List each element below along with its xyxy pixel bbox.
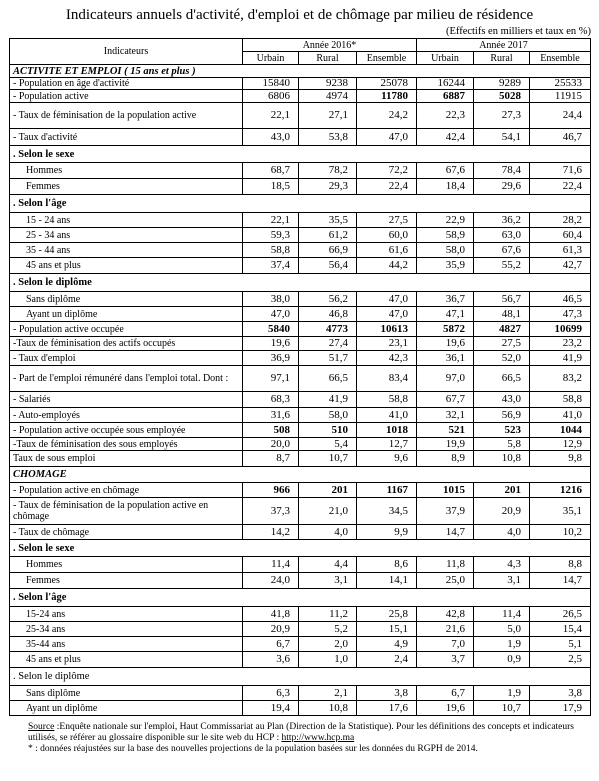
- value-cell: 29,6: [474, 179, 530, 195]
- value-cell: 10,8: [299, 701, 357, 716]
- value-cell: 10,7: [299, 451, 357, 467]
- value-cell: 12,9: [530, 438, 591, 451]
- value-cell: 35,5: [299, 213, 357, 228]
- value-cell: 3,1: [299, 573, 357, 589]
- row-label: Hommes: [10, 557, 243, 573]
- value-cell: 60,4: [530, 228, 591, 243]
- table-row: [10, 103, 591, 129]
- value-cell: 34,5: [357, 498, 417, 525]
- value-cell: 22,9: [417, 213, 474, 228]
- value-cell: 5872: [417, 322, 474, 337]
- table-body: [10, 65, 591, 716]
- value-cell: 58,0: [299, 408, 357, 423]
- group-title: . Selon le sexe: [10, 540, 591, 557]
- value-cell: 42,8: [417, 607, 474, 622]
- value-cell: 25,0: [417, 573, 474, 589]
- value-cell: 510: [299, 423, 357, 438]
- value-cell: 52,0: [474, 351, 530, 366]
- value-cell: 18,5: [243, 179, 299, 195]
- value-cell: 5840: [243, 322, 299, 337]
- year-2016-header: Année 2016*: [243, 39, 417, 52]
- value-cell: 27,5: [357, 213, 417, 228]
- value-cell: 21,6: [417, 622, 474, 637]
- value-cell: 3,8: [530, 686, 591, 701]
- value-cell: 20,9: [474, 498, 530, 525]
- value-cell: 9,6: [357, 451, 417, 467]
- value-cell: 14,7: [417, 525, 474, 540]
- group-header-row: [10, 589, 591, 607]
- value-cell: 56,4: [299, 258, 357, 274]
- value-cell: 18,4: [417, 179, 474, 195]
- value-cell: 5,1: [530, 637, 591, 652]
- value-cell: 71,6: [530, 163, 591, 179]
- value-cell: 4,0: [474, 525, 530, 540]
- group-title: . Selon l'âge: [10, 589, 591, 607]
- table-row: [10, 292, 591, 307]
- value-cell: 53,8: [299, 129, 357, 146]
- value-cell: 1216: [530, 483, 591, 498]
- value-cell: 11,2: [299, 607, 357, 622]
- value-cell: 15,1: [357, 622, 417, 637]
- value-cell: 6887: [417, 90, 474, 103]
- value-cell: 7,0: [417, 637, 474, 652]
- table-row: [10, 228, 591, 243]
- value-cell: 8,7: [243, 451, 299, 467]
- value-cell: 3,8: [357, 686, 417, 701]
- row-label: Sans diplôme: [10, 686, 243, 701]
- row-label: - Part de l'emploi rémunéré dans l'emploi total. Dont :: [10, 366, 243, 392]
- footnote: [28, 722, 588, 755]
- value-cell: 5,4: [299, 438, 357, 451]
- row-label: 35 - 44 ans: [10, 243, 243, 258]
- table-row: [10, 483, 591, 498]
- col-rural-2016: Rural: [299, 52, 357, 65]
- value-cell: 47,0: [243, 307, 299, 322]
- value-cell: 26,5: [530, 607, 591, 622]
- value-cell: 24,4: [530, 103, 591, 129]
- value-cell: 9289: [474, 78, 530, 90]
- group-title: . Selon le diplôme: [10, 274, 591, 292]
- value-cell: 47,1: [417, 307, 474, 322]
- table-row: [10, 366, 591, 392]
- value-cell: 5028: [474, 90, 530, 103]
- value-cell: 4,4: [299, 557, 357, 573]
- value-cell: 58,8: [243, 243, 299, 258]
- value-cell: 8,8: [530, 557, 591, 573]
- value-cell: 19,9: [417, 438, 474, 451]
- table-row: [10, 686, 591, 701]
- value-cell: 48,1: [474, 307, 530, 322]
- value-cell: 43,0: [243, 129, 299, 146]
- row-label: -Taux de féminisation des sous employés: [10, 438, 243, 451]
- value-cell: 508: [243, 423, 299, 438]
- value-cell: 28,2: [530, 213, 591, 228]
- value-cell: 2,1: [299, 686, 357, 701]
- value-cell: 58,8: [357, 392, 417, 408]
- value-cell: 44,2: [357, 258, 417, 274]
- value-cell: 72,2: [357, 163, 417, 179]
- value-cell: 36,9: [243, 351, 299, 366]
- row-label: - Population active en chômage: [10, 483, 243, 498]
- value-cell: 10699: [530, 322, 591, 337]
- value-cell: 5,0: [474, 622, 530, 637]
- value-cell: 10,8: [474, 451, 530, 467]
- value-cell: 56,9: [474, 408, 530, 423]
- value-cell: 66,9: [299, 243, 357, 258]
- row-label: - Population active occupée: [10, 322, 243, 337]
- value-cell: 27,5: [474, 337, 530, 351]
- value-cell: 17,6: [357, 701, 417, 716]
- table-row: [10, 163, 591, 179]
- col-ensemble-2017: Ensemble: [530, 52, 591, 65]
- value-cell: 46,5: [530, 292, 591, 307]
- value-cell: 51,7: [299, 351, 357, 366]
- table-row: [10, 525, 591, 540]
- value-cell: 201: [299, 483, 357, 498]
- value-cell: 27,4: [299, 337, 357, 351]
- group-title: . Selon l'âge: [10, 195, 591, 213]
- value-cell: 42,4: [417, 129, 474, 146]
- row-label: 45 ans et plus: [10, 652, 243, 668]
- value-cell: 6,3: [243, 686, 299, 701]
- row-label: Taux de sous emploi: [10, 451, 243, 467]
- group-header-row: [10, 668, 591, 686]
- row-label: - Taux de chômage: [10, 525, 243, 540]
- value-cell: 97,1: [243, 366, 299, 392]
- value-cell: 966: [243, 483, 299, 498]
- value-cell: 6,7: [417, 686, 474, 701]
- col-urbain-2016: Urbain: [243, 52, 299, 65]
- row-label: 45 ans et plus: [10, 258, 243, 274]
- value-cell: 3,6: [243, 652, 299, 668]
- value-cell: 27,1: [299, 103, 357, 129]
- group-header-row: [10, 195, 591, 213]
- value-cell: 4827: [474, 322, 530, 337]
- value-cell: 5,2: [299, 622, 357, 637]
- value-cell: 23,2: [530, 337, 591, 351]
- table-row: [10, 573, 591, 589]
- col-rural-2017: Rural: [474, 52, 530, 65]
- group-title: . Selon le sexe: [10, 146, 591, 163]
- value-cell: 8,9: [417, 451, 474, 467]
- value-cell: 22,4: [357, 179, 417, 195]
- value-cell: 22,1: [243, 213, 299, 228]
- row-label: - Taux de féminisation de la population active: [10, 103, 243, 129]
- value-cell: 36,1: [417, 351, 474, 366]
- value-cell: 68,3: [243, 392, 299, 408]
- value-cell: 67,6: [474, 243, 530, 258]
- value-cell: 4,0: [299, 525, 357, 540]
- row-label: - Population active occupée sous employée: [10, 423, 243, 438]
- value-cell: 37,9: [417, 498, 474, 525]
- table-row: [10, 129, 591, 146]
- table-row: [10, 322, 591, 337]
- value-cell: 35,1: [530, 498, 591, 525]
- value-cell: 1044: [530, 423, 591, 438]
- group-title: . Selon le diplôme: [10, 668, 591, 686]
- value-cell: 55,2: [474, 258, 530, 274]
- value-cell: 10613: [357, 322, 417, 337]
- group-header-row: [10, 540, 591, 557]
- value-cell: 46,7: [530, 129, 591, 146]
- col-ensemble-2016: Ensemble: [357, 52, 417, 65]
- group-header-row: [10, 146, 591, 163]
- value-cell: 17,9: [530, 701, 591, 716]
- value-cell: 6806: [243, 90, 299, 103]
- table-row: [10, 351, 591, 366]
- value-cell: 61,6: [357, 243, 417, 258]
- value-cell: 22,4: [530, 179, 591, 195]
- row-label: 15-24 ans: [10, 607, 243, 622]
- table-row: [10, 438, 591, 451]
- value-cell: 32,1: [417, 408, 474, 423]
- value-cell: 1,9: [474, 686, 530, 701]
- value-cell: 1,9: [474, 637, 530, 652]
- row-label: Femmes: [10, 179, 243, 195]
- row-label: 25-34 ans: [10, 622, 243, 637]
- value-cell: 4,9: [357, 637, 417, 652]
- table-row: [10, 408, 591, 423]
- value-cell: 25078: [357, 78, 417, 90]
- value-cell: 41,9: [530, 351, 591, 366]
- value-cell: 47,0: [357, 307, 417, 322]
- value-cell: 19,6: [243, 337, 299, 351]
- value-cell: 47,3: [530, 307, 591, 322]
- value-cell: 36,2: [474, 213, 530, 228]
- table-row: [10, 307, 591, 322]
- row-label: - Taux de féminisation de la population active en chômage: [10, 498, 243, 525]
- value-cell: 14,2: [243, 525, 299, 540]
- row-label: 15 - 24 ans: [10, 213, 243, 228]
- value-cell: 9238: [299, 78, 357, 90]
- table-row: [10, 392, 591, 408]
- table-row: [10, 701, 591, 716]
- value-cell: 11,8: [417, 557, 474, 573]
- table-row: [10, 637, 591, 652]
- value-cell: 1018: [357, 423, 417, 438]
- value-cell: 83,4: [357, 366, 417, 392]
- row-label: Ayant un diplôme: [10, 701, 243, 716]
- value-cell: 58,9: [417, 228, 474, 243]
- value-cell: 6,7: [243, 637, 299, 652]
- value-cell: 68,7: [243, 163, 299, 179]
- value-cell: 38,0: [243, 292, 299, 307]
- value-cell: 36,7: [417, 292, 474, 307]
- value-cell: 43,0: [474, 392, 530, 408]
- section-title: ACTIVITE ET EMPLOI ( 15 ans et plus ): [10, 65, 591, 78]
- value-cell: 25,8: [357, 607, 417, 622]
- value-cell: 58,8: [530, 392, 591, 408]
- table-row: [10, 622, 591, 637]
- source-label: Source: [28, 722, 55, 732]
- value-cell: 201: [474, 483, 530, 498]
- value-cell: 3,7: [417, 652, 474, 668]
- col-urbain-2017: Urbain: [417, 52, 474, 65]
- value-cell: 22,1: [243, 103, 299, 129]
- table-row: [10, 78, 591, 90]
- value-cell: 24,0: [243, 573, 299, 589]
- value-cell: 83,2: [530, 366, 591, 392]
- section-header-row: [10, 65, 591, 78]
- value-cell: 9,9: [357, 525, 417, 540]
- value-cell: 523: [474, 423, 530, 438]
- row-label: - Population active: [10, 90, 243, 103]
- value-cell: 56,7: [474, 292, 530, 307]
- indicators-header: Indicateurs: [10, 39, 243, 65]
- row-label: Femmes: [10, 573, 243, 589]
- table-row: [10, 213, 591, 228]
- row-label: Ayant un diplôme: [10, 307, 243, 322]
- value-cell: 27,3: [474, 103, 530, 129]
- value-cell: 16244: [417, 78, 474, 90]
- value-cell: 8,6: [357, 557, 417, 573]
- value-cell: 1015: [417, 483, 474, 498]
- value-cell: 41,8: [243, 607, 299, 622]
- value-cell: 4,3: [474, 557, 530, 573]
- value-cell: 2,0: [299, 637, 357, 652]
- value-cell: 61,3: [530, 243, 591, 258]
- value-cell: 42,3: [357, 351, 417, 366]
- value-cell: 11,4: [243, 557, 299, 573]
- value-cell: 58,0: [417, 243, 474, 258]
- value-cell: 66,5: [299, 366, 357, 392]
- row-label: 35-44 ans: [10, 637, 243, 652]
- value-cell: 35,9: [417, 258, 474, 274]
- value-cell: 47,0: [357, 129, 417, 146]
- value-cell: 47,0: [357, 292, 417, 307]
- value-cell: 56,2: [299, 292, 357, 307]
- row-label: - Population en âge d'activité: [10, 78, 243, 90]
- value-cell: 521: [417, 423, 474, 438]
- row-label: - Taux d'emploi: [10, 351, 243, 366]
- section-title: CHOMAGE: [10, 467, 591, 483]
- value-cell: 10,2: [530, 525, 591, 540]
- value-cell: 14,1: [357, 573, 417, 589]
- group-header-row: [10, 274, 591, 292]
- source-text: :Enquête nationale sur l'emploi, Haut Commissariat au Plan (Direction de la Statistique). Pour les définitions des concepts et indicateurs utilisés, se référer au glossaire disponible sur le site web du HCP :: [28, 722, 574, 743]
- value-cell: 31,6: [243, 408, 299, 423]
- value-cell: 0,9: [474, 652, 530, 668]
- value-cell: 25533: [530, 78, 591, 90]
- value-cell: 11915: [530, 90, 591, 103]
- value-cell: 10,7: [474, 701, 530, 716]
- value-cell: 41,0: [357, 408, 417, 423]
- value-cell: 41,0: [530, 408, 591, 423]
- row-label: - Salariés: [10, 392, 243, 408]
- row-label: - Auto-employés: [10, 408, 243, 423]
- section-header-row: [10, 467, 591, 483]
- value-cell: 9,8: [530, 451, 591, 467]
- row-label: 25 - 34 ans: [10, 228, 243, 243]
- indicators-table: [9, 38, 591, 716]
- value-cell: 97,0: [417, 366, 474, 392]
- value-cell: 61,2: [299, 228, 357, 243]
- value-cell: 66,5: [474, 366, 530, 392]
- table-row: [10, 90, 591, 103]
- value-cell: 67,7: [417, 392, 474, 408]
- row-label: - Taux d'activité: [10, 129, 243, 146]
- value-cell: 60,0: [357, 228, 417, 243]
- value-cell: 2,5: [530, 652, 591, 668]
- value-cell: 3,1: [474, 573, 530, 589]
- value-cell: 21,0: [299, 498, 357, 525]
- value-cell: 11,4: [474, 607, 530, 622]
- hcp-link[interactable]: http://www.hcp.ma: [281, 733, 355, 743]
- value-cell: 11780: [357, 90, 417, 103]
- table-row: [10, 607, 591, 622]
- value-cell: 12,7: [357, 438, 417, 451]
- value-cell: 24,2: [357, 103, 417, 129]
- year-2017-header: Année 2017: [417, 39, 591, 52]
- value-cell: 1167: [357, 483, 417, 498]
- value-cell: 29,3: [299, 179, 357, 195]
- value-cell: 4773: [299, 322, 357, 337]
- row-label: Sans diplôme: [10, 292, 243, 307]
- value-cell: 78,4: [474, 163, 530, 179]
- table-row: [10, 498, 591, 525]
- value-cell: 20,0: [243, 438, 299, 451]
- value-cell: 22,3: [417, 103, 474, 129]
- value-cell: 41,9: [299, 392, 357, 408]
- row-label: Hommes: [10, 163, 243, 179]
- value-cell: 5,8: [474, 438, 530, 451]
- value-cell: 78,2: [299, 163, 357, 179]
- value-cell: 59,3: [243, 228, 299, 243]
- value-cell: 20,9: [243, 622, 299, 637]
- value-cell: 37,4: [243, 258, 299, 274]
- value-cell: 37,3: [243, 498, 299, 525]
- row-label: -Taux de féminisation des actifs occupés: [10, 337, 243, 351]
- value-cell: 19,6: [417, 337, 474, 351]
- table-row: [10, 652, 591, 668]
- value-cell: 4974: [299, 90, 357, 103]
- table-row: [10, 179, 591, 195]
- value-cell: 63,0: [474, 228, 530, 243]
- units-note: (Effectifs en milliers et taux en %): [445, 26, 591, 37]
- value-cell: 2,4: [357, 652, 417, 668]
- value-cell: 42,7: [530, 258, 591, 274]
- value-cell: 15840: [243, 78, 299, 90]
- value-cell: 19,6: [417, 701, 474, 716]
- table-row: [10, 337, 591, 351]
- value-cell: 54,1: [474, 129, 530, 146]
- value-cell: 1,0: [299, 652, 357, 668]
- value-cell: 23,1: [357, 337, 417, 351]
- table-row: [10, 258, 591, 274]
- page-title: Indicateurs annuels d'activité, d'emploi et de chômage par milieu de résidence: [65, 7, 534, 23]
- value-cell: 46,8: [299, 307, 357, 322]
- value-cell: 67,6: [417, 163, 474, 179]
- source-note: [28, 722, 588, 744]
- table-row: [10, 423, 591, 438]
- value-cell: 19,4: [243, 701, 299, 716]
- value-cell: 15,4: [530, 622, 591, 637]
- adjustment-note: * : données réajustées sur la base des nouvelles projections de la population basées sur les données du RGPH de 2014.: [28, 744, 478, 754]
- value-cell: 14,7: [530, 573, 591, 589]
- table-row: [10, 243, 591, 258]
- table-row: [10, 557, 591, 573]
- table-row: [10, 451, 591, 467]
